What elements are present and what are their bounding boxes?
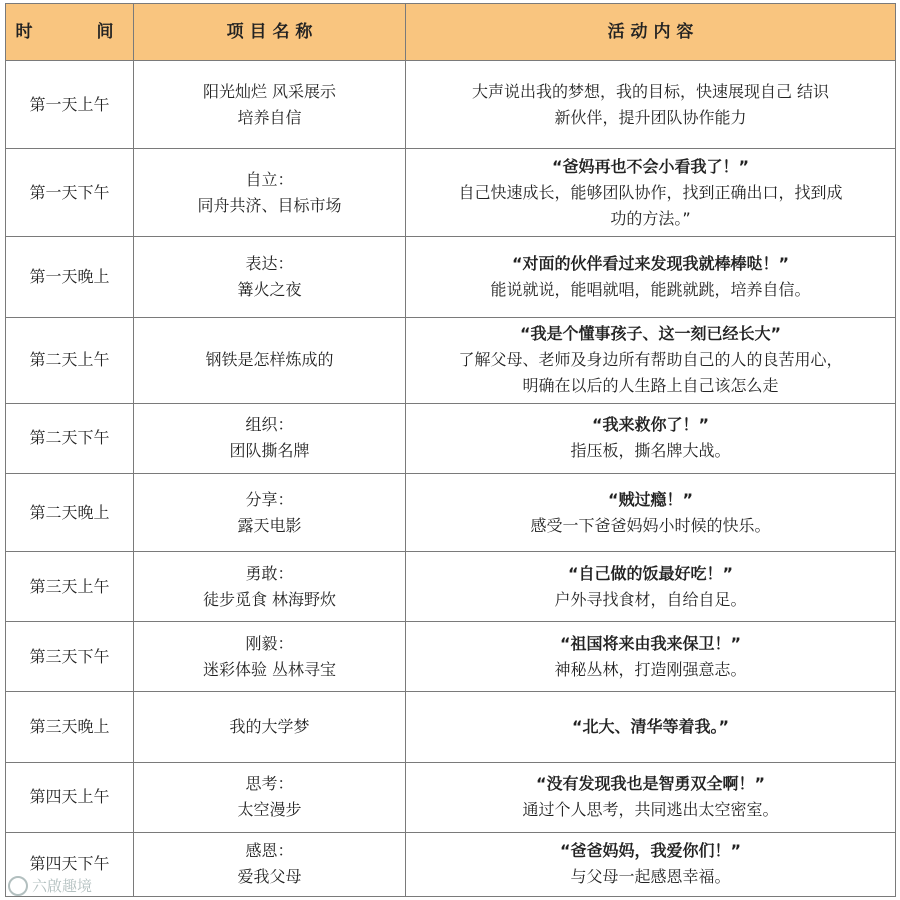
time-cell: 第三天下午 bbox=[6, 622, 134, 692]
project-line: 表达： bbox=[245, 254, 294, 273]
content-description-line: 感受一下爸爸妈妈小时候的快乐。 bbox=[530, 515, 771, 535]
project-line: 徒步觅食 林海野炊 bbox=[202, 589, 337, 609]
project-cell bbox=[134, 692, 406, 762]
table-row bbox=[6, 237, 896, 317]
time-cell: 第二天晚上 bbox=[6, 473, 134, 551]
project-cell bbox=[134, 552, 406, 622]
project-line: 勇敢： bbox=[245, 563, 294, 583]
project-line: 篝火之夜 bbox=[237, 280, 302, 299]
project-line: 团队撕名牌 bbox=[229, 441, 310, 461]
content-cell bbox=[406, 832, 896, 896]
content-cell bbox=[406, 762, 896, 832]
table-row bbox=[6, 832, 896, 896]
content-description-line: 新伙伴，提升团队协作能力 bbox=[554, 107, 747, 127]
project-line: 我的大学梦 bbox=[229, 717, 310, 737]
content-cell bbox=[406, 317, 896, 403]
time-cell: 第一天晚上 bbox=[6, 237, 134, 317]
watermark-logo-icon bbox=[8, 876, 28, 896]
project-line: 太空漫步 bbox=[237, 800, 302, 820]
time-cell: 第三天晚上 bbox=[6, 692, 134, 762]
content-cell bbox=[406, 552, 896, 622]
project-cell bbox=[134, 237, 406, 317]
time-cell: 第四天下午 bbox=[6, 832, 134, 896]
project-line: 阳光灿烂 风采展示 bbox=[202, 81, 337, 101]
content-cell bbox=[406, 237, 896, 317]
project-cell bbox=[134, 317, 406, 403]
schedule-table bbox=[5, 3, 896, 897]
project-line: 感恩： bbox=[245, 841, 294, 861]
content-description-line: 户外寻找食材，自给自足。 bbox=[554, 589, 747, 609]
table-row bbox=[6, 762, 896, 832]
project-line: 爱我父母 bbox=[237, 867, 302, 887]
project-cell bbox=[134, 622, 406, 692]
content-slogan: “我来救你了！” bbox=[591, 415, 710, 435]
content-slogan: “对面的伙伴看过来发现我就棒棒哒！” bbox=[511, 254, 790, 273]
project-cell bbox=[134, 832, 406, 896]
content-description-line: 了解父母、老师及身边所有帮助自己的人的良苦用心， bbox=[458, 350, 843, 370]
project-cell bbox=[134, 473, 406, 551]
table-row bbox=[6, 622, 896, 692]
content-cell bbox=[406, 622, 896, 692]
content-cell bbox=[406, 692, 896, 762]
project-line: 刚毅： bbox=[245, 633, 294, 653]
project-line: 自立： bbox=[245, 169, 294, 189]
table-row bbox=[6, 403, 896, 473]
content-slogan: “我是个懂事孩子、这一刻已经长大” bbox=[519, 324, 782, 344]
content-description-line: 能说就说，能唱就唱，能跳就跳，培养自信。 bbox=[490, 280, 811, 299]
header-time: 时 间 bbox=[6, 4, 134, 61]
table-row bbox=[6, 317, 896, 403]
project-line: 迷彩体验 丛林寻宝 bbox=[202, 659, 337, 679]
project-line: 同舟共济、目标市场 bbox=[197, 195, 342, 215]
content-description-line: 大声说出我的梦想，我的目标，快速展现自己 结识 bbox=[471, 81, 830, 101]
content-slogan: “祖国将来由我来保卫！” bbox=[559, 633, 742, 653]
watermark: 六啟趣境 bbox=[8, 875, 92, 897]
project-line: 钢铁是怎样炼成的 bbox=[205, 350, 334, 370]
content-cell bbox=[406, 473, 896, 551]
project-line: 露天电影 bbox=[237, 515, 302, 535]
content-description-line: 通过个人思考，共同逃出太空密室。 bbox=[522, 800, 779, 820]
project-line: 思考： bbox=[245, 774, 294, 794]
project-line: 分享： bbox=[245, 489, 294, 509]
content-slogan: “自己做的饭最好吃！” bbox=[567, 563, 734, 583]
project-cell bbox=[134, 61, 406, 149]
content-description-line: 自己快速成长，能够团队协作，找到正确出口，找到成 bbox=[458, 182, 843, 202]
content-slogan: “爸妈再也不会小看我了！” bbox=[551, 156, 750, 176]
content-description-line: 功的方法。” bbox=[610, 208, 691, 228]
time-cell: 第一天上午 bbox=[6, 61, 134, 149]
table-row bbox=[6, 149, 896, 237]
time-cell: 第一天下午 bbox=[6, 149, 134, 237]
content-slogan: “爸爸妈妈，我爱你们！” bbox=[559, 841, 742, 861]
content-description-line: 明确在以后的人生路上自己该怎么走 bbox=[522, 376, 779, 396]
project-line: 组织： bbox=[245, 415, 294, 435]
time-cell: 第二天上午 bbox=[6, 317, 134, 403]
project-cell bbox=[134, 403, 406, 473]
content-cell bbox=[406, 61, 896, 149]
time-cell: 第二天下午 bbox=[6, 403, 134, 473]
project-cell bbox=[134, 762, 406, 832]
content-description-line: 神秘丛林，打造刚强意志。 bbox=[554, 659, 747, 679]
header-project: 项 目 名 称 bbox=[134, 4, 406, 61]
table-row bbox=[6, 61, 896, 149]
content-slogan: “北大、清华等着我。” bbox=[571, 717, 730, 737]
table-row bbox=[6, 473, 896, 551]
table-row bbox=[6, 692, 896, 762]
project-cell bbox=[134, 149, 406, 237]
header-content: 活 动 内 容 bbox=[406, 4, 896, 61]
content-description-line: 指压板，撕名牌大战。 bbox=[570, 441, 731, 461]
content-cell bbox=[406, 149, 896, 237]
content-slogan: “没有发现我也是智勇双全啊！” bbox=[535, 774, 766, 794]
table-row bbox=[6, 552, 896, 622]
content-slogan: “贼过瘾！” bbox=[607, 489, 694, 509]
time-cell: 第三天上午 bbox=[6, 552, 134, 622]
content-cell bbox=[406, 403, 896, 473]
content-description-line: 与父母一起感恩幸福。 bbox=[570, 867, 731, 887]
time-cell: 第四天上午 bbox=[6, 762, 134, 832]
header-row bbox=[6, 4, 896, 61]
project-line: 培养自信 bbox=[237, 107, 302, 127]
